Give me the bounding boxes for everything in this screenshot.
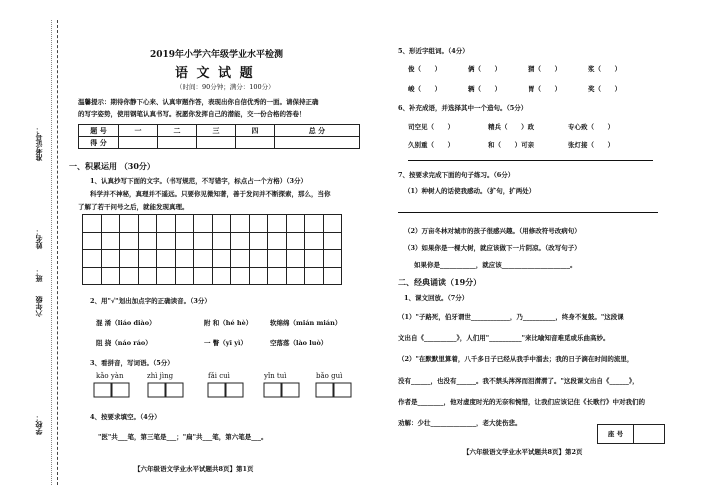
grid-cell[interactable] (157, 232, 176, 250)
score-header-cell: 四 (235, 125, 274, 137)
bracket-item[interactable]: 奖（ ） (588, 85, 622, 93)
grid-cell[interactable] (212, 232, 231, 250)
bracket-item[interactable]: 专心致（ ） (568, 123, 615, 131)
grid-cell[interactable] (175, 250, 194, 268)
name-label: 姓名： (34, 228, 43, 249)
pinyin-char-box[interactable] (334, 383, 351, 397)
q8-2d[interactable]: 劝解：少壮______________，老大徒伤悲。 (398, 419, 522, 427)
exam-id-label: 准考证号： (34, 126, 43, 161)
grade-label: 六年级 (34, 296, 43, 317)
grid-cell[interactable] (83, 267, 102, 285)
pinyin-label: kǎo yàn (96, 372, 124, 380)
grid-cell[interactable] (101, 232, 120, 250)
pinyin-char-box[interactable] (112, 383, 129, 397)
grid-cell[interactable] (120, 215, 139, 233)
q7-1: （1）种树人的话使我感动。（扩句，扩两处） (404, 187, 536, 195)
score-header-cell: 题 号 (79, 125, 119, 137)
pinyin-label: fǎi cuì (208, 372, 230, 380)
bracket-item[interactable]: 猬（ ） (528, 65, 562, 73)
grid-cell[interactable] (323, 232, 342, 250)
pinyin-char-box[interactable] (166, 383, 183, 397)
grid-cell[interactable] (157, 250, 176, 268)
grid-cell[interactable] (305, 215, 324, 233)
q8-1a[interactable]: （1）"子路死，伯牙谓世____________，乃__________，终身不复鼓。"这段课 (398, 313, 624, 321)
grid-cell[interactable] (101, 267, 120, 285)
grid-cell[interactable] (231, 267, 250, 285)
grid-cell[interactable] (249, 267, 268, 285)
grid-cell[interactable] (175, 232, 194, 250)
grid-cell[interactable] (120, 232, 139, 250)
grid-cell[interactable] (83, 250, 102, 268)
pinyin-char-box[interactable] (94, 383, 111, 397)
grid-cell[interactable] (286, 215, 305, 233)
grid-cell[interactable] (194, 250, 213, 268)
score-cell[interactable] (157, 137, 196, 149)
school-label: 学校： (34, 414, 43, 435)
bracket-item[interactable]: 司空见（ ） (408, 123, 455, 131)
grid-cell[interactable] (138, 215, 157, 233)
section-2-heading: 二、经典诵读（19分） (398, 277, 482, 287)
exam-title: 2019年小学六年级学业水平检测 (150, 50, 284, 60)
q3-prompt: 3、看拼音，写词语。（5分） (90, 359, 174, 367)
q2-prompt: 2、用"√"划出加点字的正确读音。（3分） (90, 297, 211, 305)
grid-cell[interactable] (305, 232, 324, 250)
notice-line-1: 温馨提示：期待你静下心来、认真审题作答，表现出你自信优秀的一面。请保持正确 (78, 98, 319, 106)
bracket-item[interactable]: 和（ ）可亲 (488, 141, 535, 149)
binding-line (57, 20, 58, 485)
q7-2: （2）万亩冬林对城市的孩子很感兴趣。（用修改符号改病句） (404, 227, 581, 235)
grid-cell[interactable] (194, 232, 213, 250)
q1-text-1: 科学并不神秘，真理并不遥远。只要你见微知著，善于发问并不断探索，那么，当你 (90, 190, 331, 198)
subject-title: 语 文 试 题 (175, 66, 255, 81)
score-cell[interactable] (119, 137, 158, 149)
score-row-label: 得 分 (79, 137, 119, 149)
seat-label: 座 号 (598, 425, 634, 443)
q2-item[interactable]: 混 淆（liáo diào） (96, 319, 156, 327)
grid-cell[interactable] (157, 215, 176, 233)
grid-cell[interactable] (212, 215, 231, 233)
q6-prompt: 6、补充成语，并选择其中一个造句。（5分） (398, 104, 528, 112)
grid-cell[interactable] (268, 250, 287, 268)
q2-item[interactable]: 附 和（hé hè） (204, 319, 253, 327)
bracket-item[interactable]: 浆（ ） (588, 65, 622, 73)
time-info: （时间：90分钟；满分：100分） (176, 83, 275, 91)
bracket-item[interactable]: 峻（ ） (408, 85, 442, 93)
grid-cell[interactable] (212, 250, 231, 268)
q4-line[interactable]: "医"共___笔，第三笔是___；"扁"共___笔，第六笔是___。 (98, 433, 268, 441)
grid-cell[interactable] (120, 250, 139, 268)
grid-cell[interactable] (101, 250, 120, 268)
grid-cell[interactable] (83, 232, 102, 250)
grid-cell[interactable] (286, 232, 305, 250)
q2-item[interactable]: 一 瞥（yī yì） (204, 339, 248, 347)
pinyin-char-box[interactable] (316, 383, 333, 397)
grid-cell[interactable] (138, 250, 157, 268)
grid-cell[interactable] (175, 215, 194, 233)
score-header-cell: 一 (119, 125, 158, 137)
pinyin-label: zhì jìng (147, 372, 174, 380)
grid-cell[interactable] (157, 267, 176, 285)
q2-item[interactable]: 软绵绵（mián mián） (270, 319, 342, 327)
score-cell[interactable] (274, 137, 359, 149)
bracket-item[interactable]: 胃（ ） (528, 85, 562, 93)
bracket-item[interactable]: 久别重（ ） (408, 141, 455, 149)
q7-prompt: 7、按要求完成下面的句子练习。（6分） (398, 171, 515, 179)
pinyin-label: bǎo guì (316, 372, 343, 380)
answer-line[interactable] (398, 212, 658, 213)
writing-grid[interactable] (82, 214, 342, 285)
q2-item[interactable]: 空落落（lào luò） (270, 339, 328, 347)
q8-2b[interactable]: 没有______，也没有______。我不禁头涔涔而泪潸潸了。"这段课文出自《______》， (398, 377, 639, 385)
pinyin-char-box[interactable] (208, 383, 225, 397)
grid-cell[interactable] (120, 267, 139, 285)
q8-2c[interactable]: 作者是________，他对虚度时光的无奈和惋惜，让我们应该记住《长歌行》中对我们的 (398, 398, 645, 406)
score-table (78, 124, 360, 149)
grid-cell[interactable] (138, 267, 157, 285)
q7-3: （3）如果你是一棵大树，就应该做下一片阴凉。（改写句子） (404, 244, 581, 252)
grid-cell[interactable] (268, 215, 287, 233)
score-cell[interactable] (196, 137, 235, 149)
pinyin-char-box[interactable] (226, 383, 243, 397)
grid-cell[interactable] (231, 215, 250, 233)
grid-cell[interactable] (231, 232, 250, 250)
grid-cell[interactable] (138, 232, 157, 250)
page-footer-right: 【六年级语文学业水平试题共8页】第2页 (463, 448, 583, 456)
grid-cell[interactable] (268, 267, 287, 285)
bracket-item[interactable]: 精兵（ ）政 (488, 123, 535, 131)
grid-cell[interactable] (194, 215, 213, 233)
seat-number-box (597, 424, 665, 444)
score-header-cell: 总 分 (274, 125, 359, 137)
q8-prompt: 1、课文回放。（7分） (404, 294, 469, 302)
grid-cell[interactable] (249, 250, 268, 268)
class-label: 班： (34, 268, 43, 282)
grid-cell[interactable] (286, 250, 305, 268)
q5-prompt: 5、形近字组词。（4分） (398, 47, 469, 55)
pinyin-char-box[interactable] (264, 383, 281, 397)
seat-input[interactable] (635, 425, 665, 443)
grid-cell[interactable] (305, 267, 324, 285)
pinyin-char-box[interactable] (282, 383, 299, 397)
q7-3-line[interactable]: 如果你是___________，就应该_____________________。 (414, 261, 577, 269)
grid-cell[interactable] (323, 250, 342, 268)
grid-cell[interactable] (268, 232, 287, 250)
bracket-item[interactable]: 俩（ ） (468, 65, 502, 73)
q1-text-2: 了解了若干问号之后，就能发现真理。 (78, 203, 189, 211)
answer-line[interactable] (408, 160, 653, 161)
grid-cell[interactable] (305, 250, 324, 268)
pinyin-char-box[interactable] (148, 383, 165, 397)
score-header-cell: 二 (157, 125, 196, 137)
bracket-item[interactable]: 辆（ ） (468, 85, 502, 93)
q1-prompt: 1、认真抄写下面的文字。（书写规范，不写错字，标点占一个方格）（3分） (90, 177, 308, 185)
score-header-cell: 三 (196, 125, 235, 137)
binding-line-inner (51, 20, 52, 485)
grid-cell[interactable] (323, 267, 342, 285)
notice-line-2: 的写字姿势，使用钢笔认真书写。祝愿你发挥自己的潜能，交一份合格的答卷！ (78, 110, 306, 118)
q2-item[interactable]: 阻 挠（náo ráo） (96, 339, 152, 347)
pinyin-label: yǐn tuì (264, 372, 287, 380)
score-cell[interactable] (235, 137, 274, 149)
bracket-item[interactable]: 俊（ ） (408, 65, 442, 73)
pinyin-boxes[interactable] (90, 382, 360, 398)
grid-cell[interactable] (175, 267, 194, 285)
grid-cell[interactable] (83, 215, 102, 233)
section-1-heading: 一、积累运用 （30分） (69, 161, 155, 171)
q8-2a: （2）"在默默里算着，八千多日子已经从我手中溜去；我的日子滴在时间的流里， (398, 355, 634, 363)
bracket-item[interactable]: 张灯接（ ） (568, 141, 615, 149)
grid-cell[interactable] (212, 267, 231, 285)
grid-cell[interactable] (194, 267, 213, 285)
page-footer-left: 【六年级语文学业水平试题共8页】第1页 (134, 465, 254, 473)
grid-cell[interactable] (249, 232, 268, 250)
grid-cell[interactable] (323, 215, 342, 233)
grid-cell[interactable] (231, 250, 250, 268)
q4-prompt: 4、按要求填空。（4分） (90, 413, 161, 421)
grid-cell[interactable] (286, 267, 305, 285)
grid-cell[interactable] (249, 215, 268, 233)
grid-cell[interactable] (101, 215, 120, 233)
q8-1b[interactable]: 文出自《__________》，人们用"__________"来比喻知音难觅或乐曲高妙。 (398, 334, 610, 342)
